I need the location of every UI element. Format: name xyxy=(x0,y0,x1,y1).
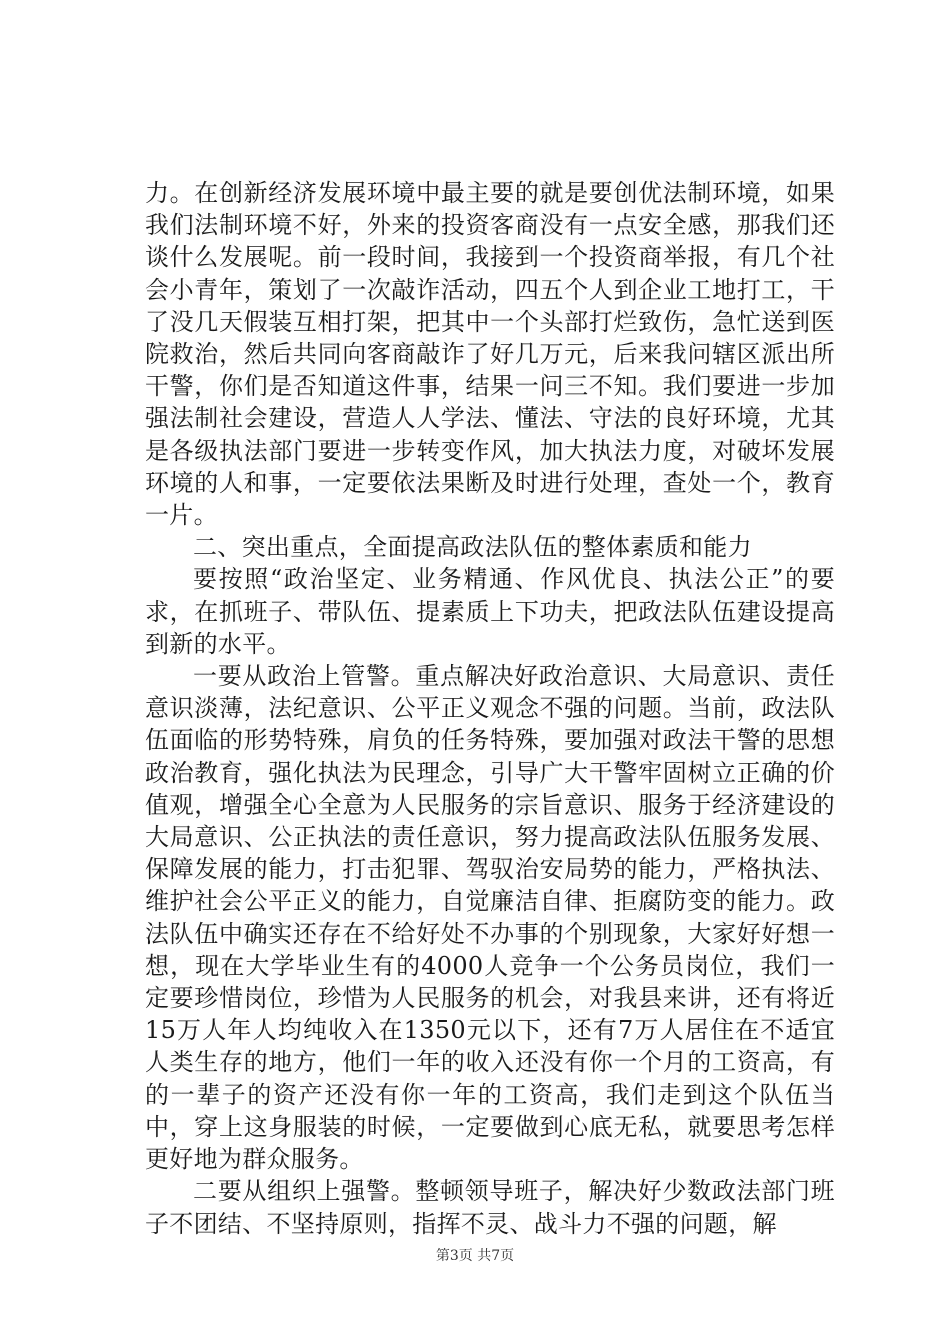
section-heading-2: 二、突出重点，全面提高政法队伍的整体素质和能力 xyxy=(193,533,752,562)
document-body xyxy=(145,177,835,1240)
paragraph-1: 力。在创新经济发展环境中最主要的就是要创优法制环境，如果我们法制环境不好，外来的投资客商没有一点安全感，那我们还谈什么发展呢。前一段时间，我接到一个投资商举报，有几个社会小青年，策划了一次敲诈活动，四五个人到企业工地打工，干了没几天假装互相打架，把其中一个头部打烂致伤，急忙送到医院救治，然后共同向客商敲诈了好几万元，后来我问辖区派出所干警，你们是否知道这件事，结果一问三不知。我们要进一步加强法制社会建设，营造人人学法、懂法、守法的良好环境，尤其是各级执法部门要进一步转变作风，加大执法力度，对破坏发展环境的人和事，一定要依法果断及时进行处理，查处一个，教育一片。 xyxy=(145,179,835,530)
paragraph-4: 一要从政治上管警。重点解决好政治意识、大局意识、责任意识淡薄，法纪意识、公平正义观念不强的问题。当前，政法队伍面临的形势特殊，肩负的任务特殊，要加强对政法干警的思想政治教育，强化执法为民理念，引导广大干警牢固树立正确的价值观，增强全心全意为人民服务的宗旨意识、服务于经济建设的大局意识、公正执法的责任意识，努力提高政法队伍服务发展、保障发展的能力，打击犯罪、驾驭治安局势的能力，严格执法、维护社会公平正义的能力，自觉廉洁自律、拒腐防变的能力。政法队伍中确实还存在不给好处不办事的个别现象，大家好好想一想，现在大学毕业生有的4000人竞争一个公务员岗位，我们一定要珍惜岗位，珍惜为人民服务的机会，对我县来讲，还有将近15万人年人均纯收入在1350元以下，还有7万人居住在不适宜人类生存的地方，他们一年的收入还没有你一个月的工资高，有的一辈子的资产还没有你一年的工资高，我们走到这个队伍当中，穿上这身服装的时候，一定要做到心底无私，就要思考怎样更好地为群众服务。 xyxy=(145,662,835,1174)
page-footer: 第3页 共7页 xyxy=(435,1248,515,1264)
paragraph-3: 要按照“政治坚定、业务精通、作风优良、执法公正”的要求，在抓班子、带队伍、提素质上下功夫，把政法队伍建设提高到新的水平。 xyxy=(145,565,835,658)
paragraph-5: 二要从组织上强警。整顿领导班子，解决好少数政法部门班子不团结、不坚持原则，指挥不灵、战斗力不强的问题，解 xyxy=(145,1177,835,1238)
